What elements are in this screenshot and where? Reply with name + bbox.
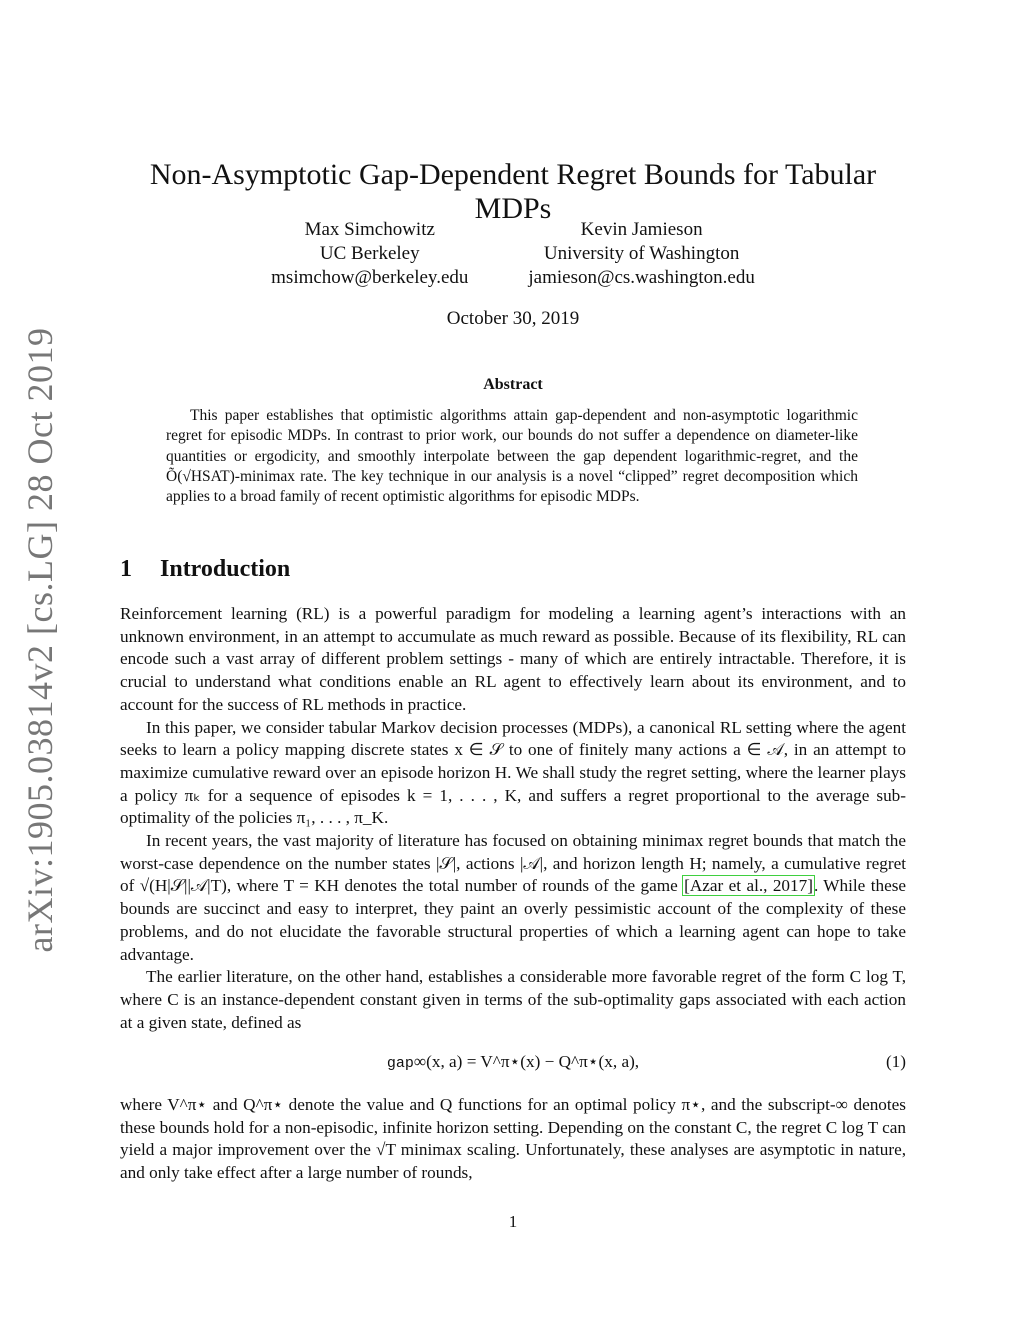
citation-link[interactable]: [Azar et al., 2017] [684,876,813,896]
author-affiliation: UC Berkeley [319,243,420,264]
paragraph [120,830,906,966]
author-email: msimchow@berkeley.edu [271,267,469,288]
abstract-heading: Abstract [483,376,543,393]
author-name: Kevin Jamieson [580,219,703,240]
page-number: 1 [508,1212,518,1231]
abstract-text: This paper establishes that optimistic algorithms attain gap-dependent and non-asymptotic logarithmic regret for episodic MDPs. In contrast to prior work, our bounds do not suffer a dependence on diameter-like quantities or ergodicity, and smoothly interpolate between the gap dependent logarithmic-regret, and the Õ(√HSAT)-minimax rate. The key technique in our analysis is a novel “clipped” regret decomposition which applies to a broad family of recent optimistic algorithms for episodic MDPs. [166,407,858,506]
equation-1 [120,1052,906,1078]
paragraph: In this paper, we consider tabular Markov decision processes (MDPs), a canonical RL setting where the agent seeks to learn a policy mapping discrete states x ∈ 𝒮 to one of finitely many actions a ∈ 𝒜, in an attempt to maximize cumulative reward over an episode horizon H. We shall study the regret setting, where the learner plays a policy πₖ for a sequence of episodes k = 1, . . . , K, and suffers a regret proportional to the average sub-optimality of the policies π₁, . . . , π_K. [120,717,906,828]
section-heading [120,556,290,583]
paragraph: The earlier literature, on the other hand, establishes a considerable more favorable regret of the form C log T, where C is an instance-dependent constant given in terms of the sub-optimality gaps associated with each action at a given state, defined as [120,967,906,1032]
equation-expression [120,1052,906,1072]
section-title: Introduction [160,556,291,582]
equation-gap-symbol: gap [386,1055,414,1072]
equation-number: (1) [885,1052,906,1071]
author-name: Max Simchowitz [304,219,435,240]
author-1 [271,218,468,290]
paper-date: October 30, 2019 [446,308,580,329]
author-email: jamieson@cs.washington.edu [528,267,755,288]
paragraph-text: . While these bounds are succinct and easy to interpret, they paint an overly pessimistic account of the complexity of these problems, and do not elucidate the favorable structural properties of which a learning agent can hope to take advantage. [120,876,907,964]
paper-title: Non-Asymptotic Gap-Dependent Regret Bounds for Tabular MDPs [149,158,877,225]
introduction-body [120,603,906,1034]
section-number: 1 [120,556,132,582]
arxiv-identifier: arXiv:1905.03814v2 [cs.LG] 28 Oct 2019 [20,327,60,953]
paragraph-after-equation: where V^π⋆ and Q^π⋆ denote the value and Q functions for an optimal policy π⋆, and the subscript-∞ denotes these bounds hold for a non-episodic, infinite horizon setting. Depending on the constant C, the regret C log T can yield a major improvement over the √T minimax scaling. Unfortunately, these analyses are asymptotic in nature, and only take effect after a large number of rounds, [120,1095,906,1183]
author-block [120,218,906,290]
paragraph: Reinforcement learning (RL) is a powerful paradigm for modeling a learning agent’s interactions with an unknown environment, in an attempt to accumulate as much reward as possible. Because of its flexibility, RL can encode such a vast array of different problem settings - many of which are entirely intractable. Therefore, it is crucial to understand what conditions enable an RL agent to effectively learn about its environment, and to account for the success of RL methods in practice. [120,604,906,714]
paragraph-text: In recent years, the vast majority of literature has focused on obtaining minimax regret bounds that match the worst-case dependence on the number states |𝒮|, actions |𝒜|, and horizon length H; namely, a cumulative regret of √(H|𝒮||𝒜|T), where T = KH denotes the total number of rounds of the game [120,831,906,896]
author-affiliation: University of Washington [543,243,740,264]
author-2 [528,218,754,290]
arxiv-sidebar-stamp [8,320,72,960]
equation-body: ∞(x, a) = V^π⋆(x) − Q^π⋆(x, a), [413,1052,640,1071]
